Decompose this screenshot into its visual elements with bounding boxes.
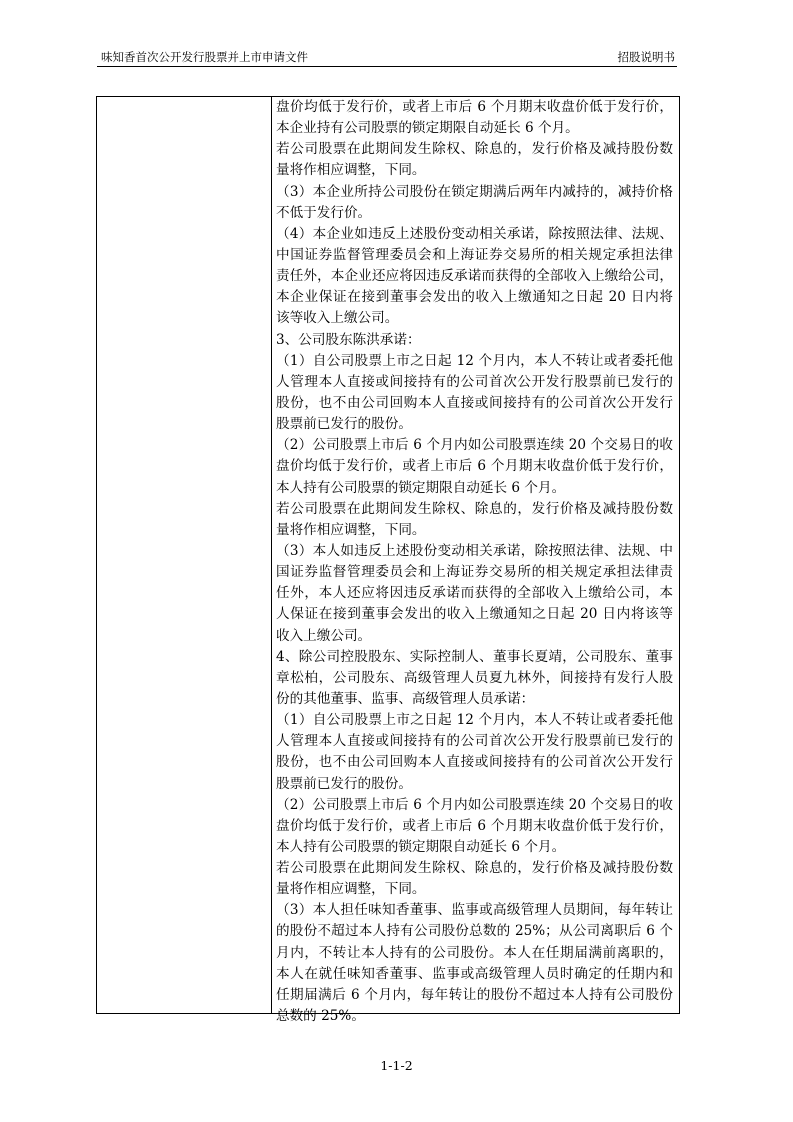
text-line: 本企业保证在接到董事会发出的收入上缴通知之日起 20 日内将	[276, 289, 673, 306]
text-line: 任期届满后 6 个月内，每年转让的股份不超过本人持有公司股份	[276, 986, 673, 1003]
text-line: （1）自公司股票上市之日起 12 个月内，本人不转让或者委托他	[276, 712, 673, 729]
text-line: 3、公司股东陈洪承诺：	[276, 331, 421, 348]
table-right-column	[276, 97, 673, 1027]
text-line: 量将作相应调整，下同。	[276, 521, 426, 538]
text-line: 总数的 25%。	[276, 1008, 365, 1025]
text-line: 人管理本人直接或间接持有的公司首次公开发行股票前已发行的	[276, 373, 673, 390]
text-line: 不低于发行价。	[276, 204, 372, 221]
text-line: 若公司股票在此期间发生除权、除息的，发行价格及减持股份数	[276, 500, 673, 517]
header-divider	[97, 66, 677, 67]
page-header	[97, 49, 679, 66]
text-line: （3）本人如违反上述股份变动相关承诺，除按照法律、法规、中	[276, 542, 673, 559]
document-type: 招股说明书	[617, 50, 675, 64]
text-line: 股份，也不由公司回购本人直接或间接持有的公司首次公开发行	[276, 754, 673, 771]
text-line: 章松柏，公司股东、高级管理人员夏九林外，间接持有发行人股	[276, 669, 673, 686]
text-line: （1）自公司股票上市之日起 12 个月内，本人不转让或者委托他	[276, 352, 673, 369]
text-line: 该等收入上缴公司。	[276, 310, 399, 327]
text-line: 国证券监督管理委员会和上海证券交易所的相关规定承担法律责	[276, 564, 673, 581]
text-line: 月内，不转让本人持有的公司股份。本人在任期届满前离职的，	[276, 944, 673, 961]
text-line: 股票前已发行的股份。	[276, 775, 412, 792]
text-line: 本人持有公司股票的锁定期限自动延长 6 个月。	[276, 479, 566, 496]
text-line: 份的其他董事、监事、高级管理人员承诺：	[276, 690, 535, 707]
text-line: （2）公司股票上市后 6 个月内如公司股票连续 20 个交易日的收	[276, 437, 673, 454]
text-line: 盘价均低于发行价，或者上市后 6 个月期末收盘价低于发行价，	[276, 817, 673, 834]
text-line: 责任外，本企业还应将因违反承诺而获得的全部收入上缴给公司，	[276, 268, 673, 285]
text-line: 本人在就任味知香董事、监事或高级管理人员时确定的任期内和	[276, 965, 673, 982]
text-line: 人保证在接到董事会发出的收入上缴通知之日起 20 日内将该等	[276, 606, 673, 623]
text-line: （2）公司股票上市后 6 个月内如公司股票连续 20 个交易日的收	[276, 796, 673, 813]
text-line: 盘价均低于发行价，或者上市后 6 个月期末收盘价低于发行价，	[276, 99, 673, 115]
text-line: 中国证券监督管理委员会和上海证券交易所的相关规定承担法律	[276, 246, 673, 263]
text-line: 量将作相应调整，下同。	[276, 881, 426, 898]
text-line: 股份，也不由公司回购本人直接或间接持有的公司首次公开发行	[276, 394, 673, 411]
text-line: 股票前已发行的股份。	[276, 416, 412, 433]
text-line: 若公司股票在此期间发生除权、除息的，发行价格及减持股份数	[276, 141, 673, 158]
text-line: 本人持有公司股票的锁定期限自动延长 6 个月。	[276, 838, 566, 855]
text-line: 收入上缴公司。	[276, 627, 372, 644]
text-line: 任外，本人还应将因违反承诺而获得的全部收入上缴给公司，本	[276, 585, 673, 602]
page-number: 1-1-2	[380, 1058, 413, 1073]
document-title: 味知香首次公开发行股票并上市申请文件	[101, 50, 308, 64]
table-left-column	[97, 97, 272, 1013]
text-line: 盘价均低于发行价，或者上市后 6 个月期末收盘价低于发行价，	[276, 458, 673, 475]
text-line: 的股份不超过本人持有公司股份总数的 25%；从公司离职后 6 个	[276, 923, 673, 940]
text-line: （3）本企业所持公司股份在锁定期满后两年内减持的，减持价格	[276, 183, 673, 200]
text-line: （4）本企业如违反上述股份变动相关承诺，除按照法律、法规、	[276, 225, 673, 242]
text-line: 本企业持有公司股票的锁定期限自动延长 6 个月。	[276, 120, 579, 137]
text-line: 人管理本人直接或间接持有的公司首次公开发行股票前已发行的	[276, 733, 673, 750]
text-line: 4、除公司控股股东、实际控制人、董事长夏靖，公司股东、董事	[276, 648, 673, 665]
commitment-table	[96, 96, 680, 1025]
text-line: （3）本人担任味知香董事、监事或高级管理人员期间，每年转让	[276, 902, 673, 919]
text-line: 量将作相应调整，下同。	[276, 162, 426, 179]
text-line: 若公司股票在此期间发生除权、除息的，发行价格及减持股份数	[276, 860, 673, 877]
